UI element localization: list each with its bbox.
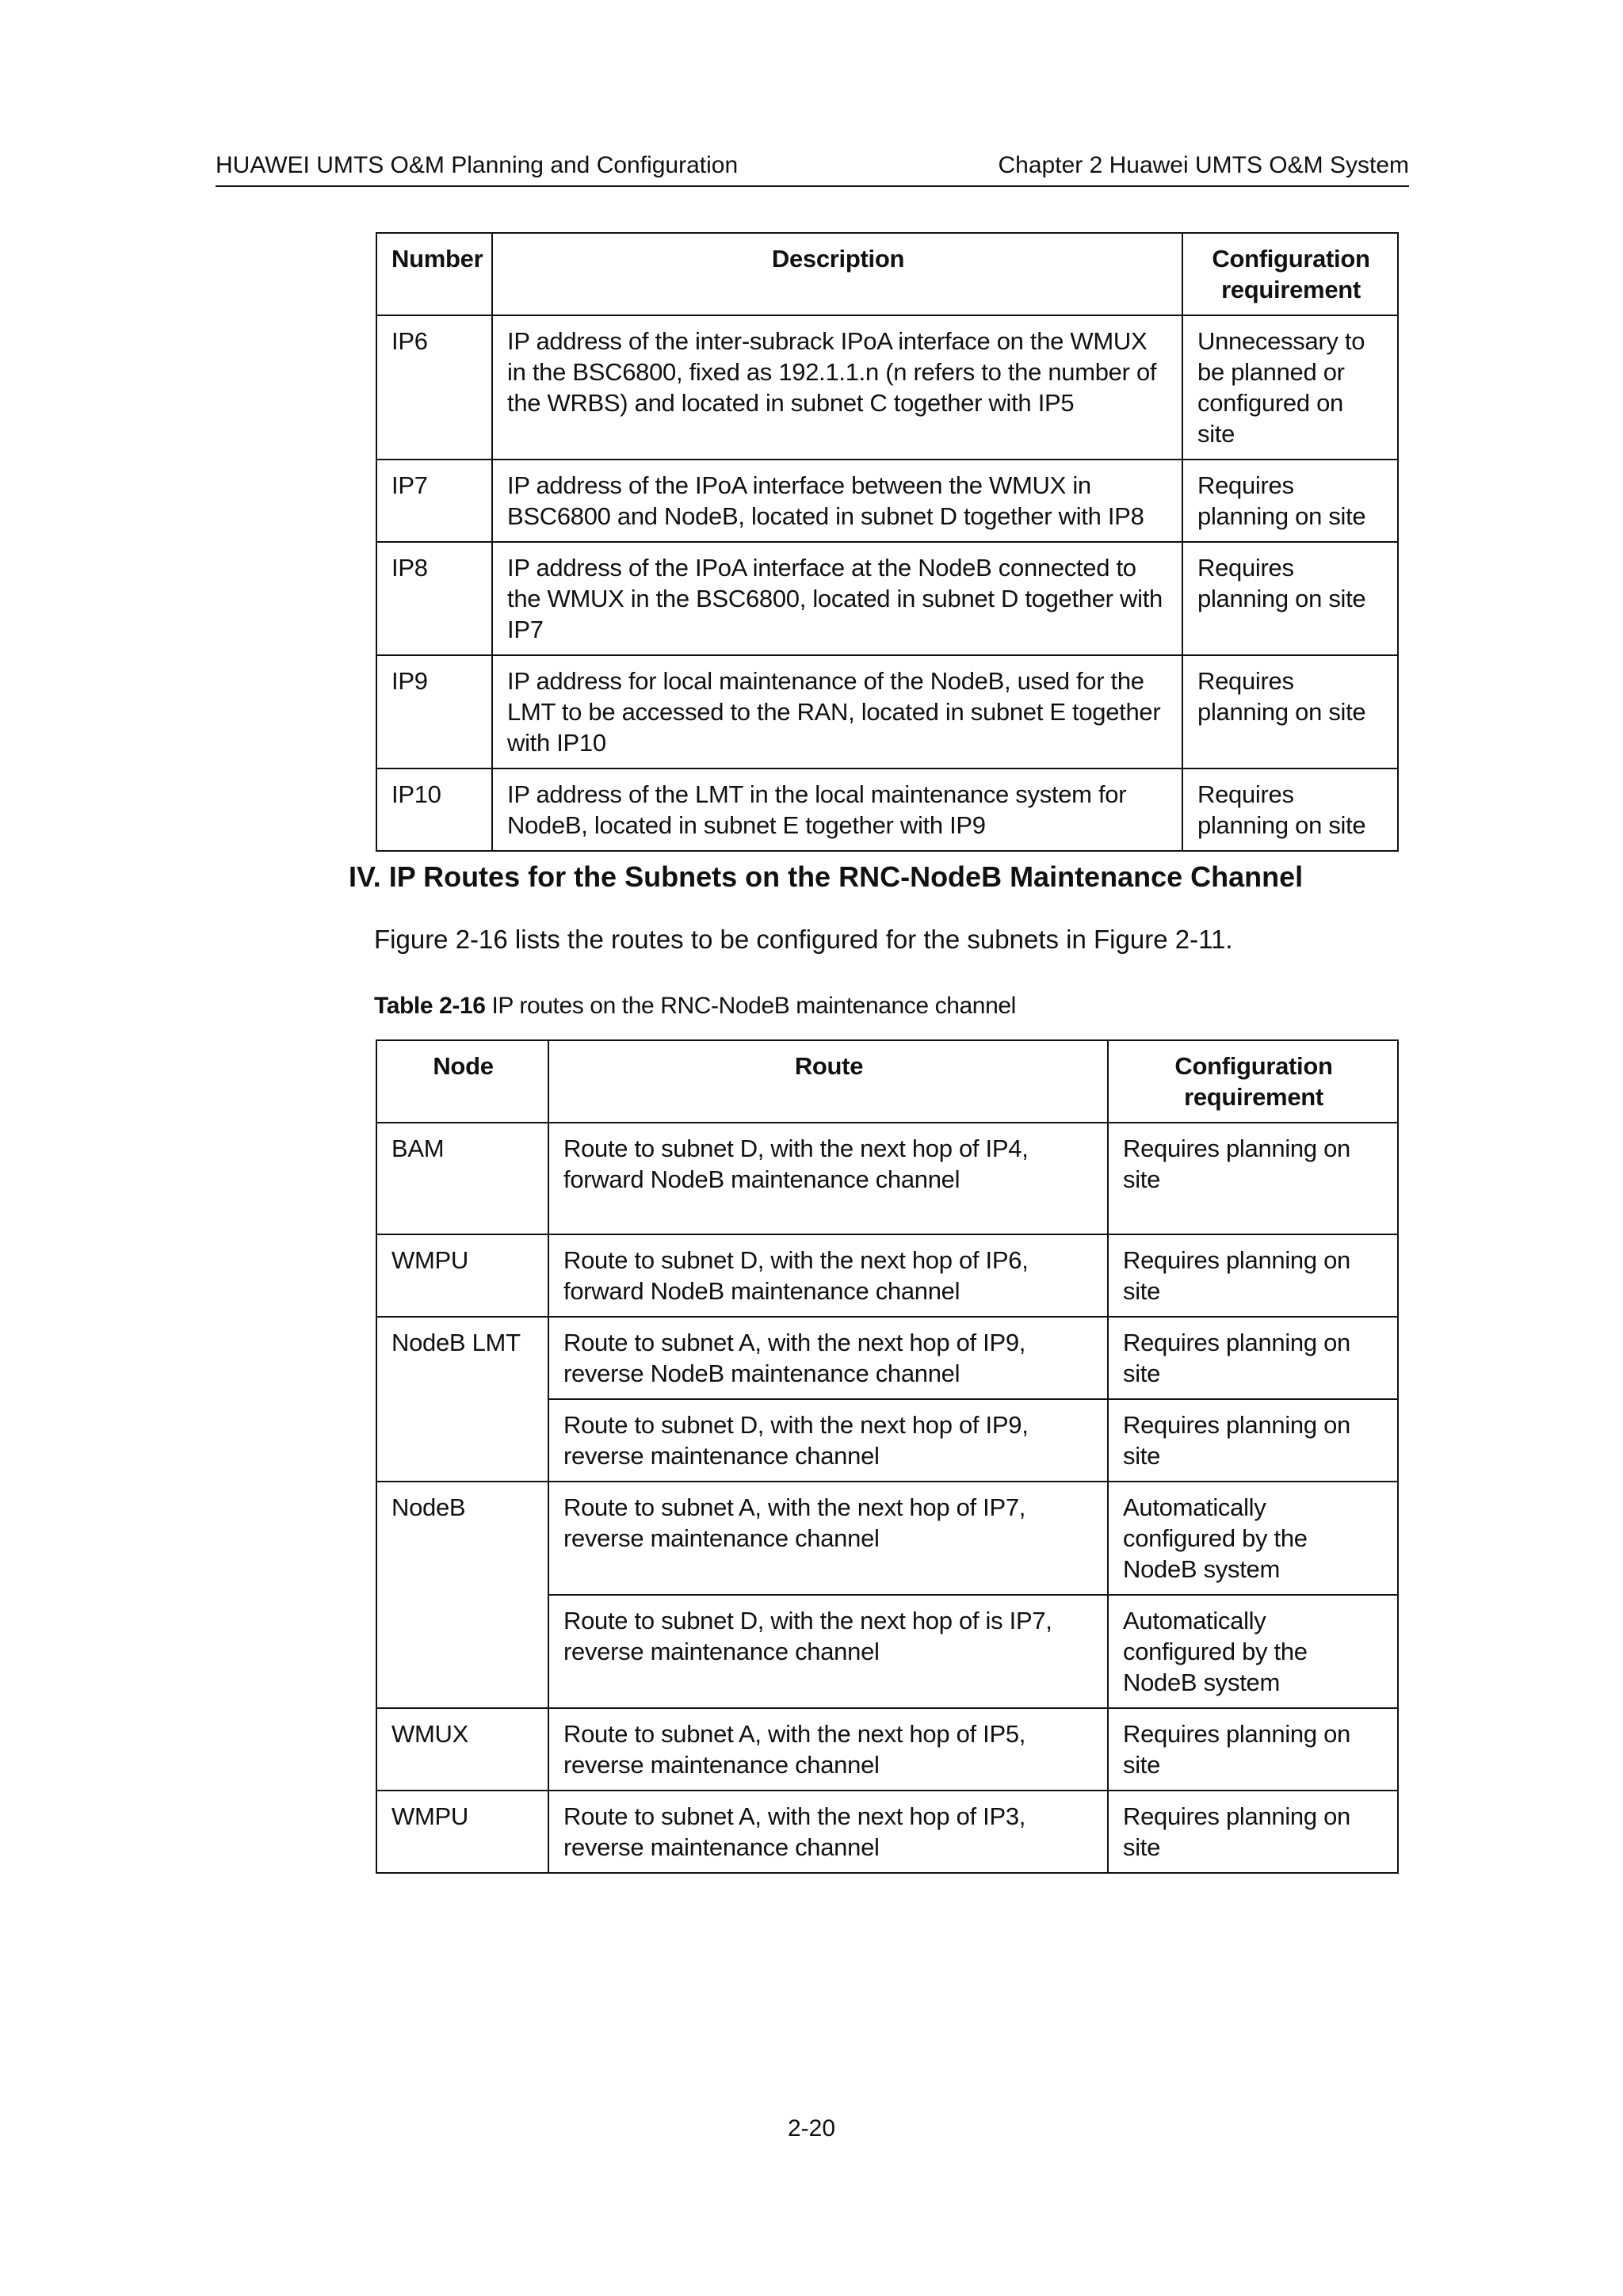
cell-node: NodeB LMT [376, 1317, 548, 1482]
cell-route: Route to subnet A, with the next hop of IP5, reverse maintenance channel [548, 1708, 1108, 1791]
cell-requirement: Requires planning on site [1108, 1791, 1398, 1873]
cell-route: Route to subnet D, with the next hop of IP4, forward NodeB maintenance channel [548, 1123, 1108, 1234]
cell-node: WMPU [376, 1234, 548, 1317]
table-row [376, 769, 1398, 851]
cell-number: IP7 [376, 460, 492, 542]
cell-requirement: Automatically configured by the NodeB system [1108, 1482, 1398, 1595]
table-caption-text: IP routes on the RNC-NodeB maintenance channel [485, 993, 1016, 1019]
running-header [216, 152, 1409, 187]
cell-number: IP10 [376, 769, 492, 851]
cell-requirement: Requires planning on site [1108, 1123, 1398, 1234]
section-heading: IV. IP Routes for the Subnets on the RNC-NodeB Maintenance Channel [349, 860, 1304, 893]
cell-requirement: Requires planning on site [1108, 1399, 1398, 1482]
table-row [376, 1708, 1398, 1791]
ip-routes-table [376, 1039, 1399, 1874]
table-row [376, 1482, 1398, 1595]
cell-route: Route to subnet A, with the next hop of IP9, reverse NodeB maintenance channel [548, 1317, 1108, 1399]
table-row [376, 1791, 1398, 1873]
cell-route: Route to subnet A, with the next hop of IP3, reverse maintenance channel [548, 1791, 1108, 1873]
column-header-route: Route [548, 1040, 1108, 1123]
column-header-configuration-requirement: Configuration requirement [1108, 1040, 1398, 1123]
column-header-configuration-requirement: Configuration requirement [1182, 233, 1398, 315]
table-caption-number: Table 2-16 [374, 993, 486, 1019]
cell-description: IP address for local maintenance of the NodeB, used for the LMT to be accessed to the RAN, located in subnet E together with IP10 [492, 655, 1182, 769]
ip-address-table [376, 232, 1399, 852]
table-row [376, 1317, 1398, 1399]
cell-requirement: Unnecessary to be planned or configured on site [1182, 315, 1398, 460]
table-row [376, 1123, 1398, 1234]
cell-requirement: Requires planning on site [1108, 1317, 1398, 1399]
page-number: 2-20 [787, 2115, 836, 2142]
cell-route: Route to subnet D, with the next hop of IP9, reverse maintenance channel [548, 1399, 1108, 1482]
header-document-title: HUAWEI UMTS O&M Planning and Configuration [216, 152, 739, 178]
table-header-row [376, 233, 1398, 315]
cell-description: IP address of the LMT in the local maintenance system for NodeB, located in subnet E together with IP9 [492, 769, 1182, 851]
table-row [376, 460, 1398, 542]
column-header-number: Number [376, 233, 492, 315]
table-row [376, 1234, 1398, 1317]
cell-route: Route to subnet D, with the next hop of IP6, forward NodeB maintenance channel [548, 1234, 1108, 1317]
cell-requirement: Requires planning on site [1182, 769, 1398, 851]
cell-requirement: Requires planning on site [1182, 542, 1398, 655]
cell-node: BAM [376, 1123, 548, 1234]
table-row [376, 542, 1398, 655]
cell-number: IP8 [376, 542, 492, 655]
table-row [376, 315, 1398, 460]
table-caption [374, 993, 1016, 1020]
cell-node: NodeB [376, 1482, 548, 1708]
header-chapter-title: Chapter 2 Huawei UMTS O&M System [998, 152, 1409, 178]
cell-route: Route to subnet D, with the next hop of is IP7, reverse maintenance channel [548, 1595, 1108, 1708]
column-header-node: Node [376, 1040, 548, 1123]
cell-description: IP address of the inter-subrack IPoA interface on the WMUX in the BSC6800, fixed as 192.1.1.n (n refers to the number of the WRBS) and located in subnet C together with IP5 [492, 315, 1182, 460]
cell-node: WMUX [376, 1708, 548, 1791]
cell-description: IP address of the IPoA interface between the WMUX in BSC6800 and NodeB, located in subnet D together with IP8 [492, 460, 1182, 542]
cell-requirement: Automatically configured by the NodeB system [1108, 1595, 1398, 1708]
section-intro-paragraph: Figure 2-16 lists the routes to be configured for the subnets in Figure 2-11. [374, 925, 1233, 954]
cell-node: WMPU [376, 1791, 548, 1873]
cell-requirement: Requires planning on site [1108, 1234, 1398, 1317]
table-header-row [376, 1040, 1398, 1123]
cell-description: IP address of the IPoA interface at the NodeB connected to the WMUX in the BSC6800, located in subnet D together with IP7 [492, 542, 1182, 655]
cell-route: Route to subnet A, with the next hop of IP7, reverse maintenance channel [548, 1482, 1108, 1595]
column-header-description: Description [492, 233, 1182, 315]
cell-requirement: Requires planning on site [1182, 655, 1398, 769]
cell-requirement: Requires planning on site [1182, 460, 1398, 542]
cell-requirement: Requires planning on site [1108, 1708, 1398, 1791]
cell-number: IP6 [376, 315, 492, 460]
cell-number: IP9 [376, 655, 492, 769]
table-row [376, 655, 1398, 769]
